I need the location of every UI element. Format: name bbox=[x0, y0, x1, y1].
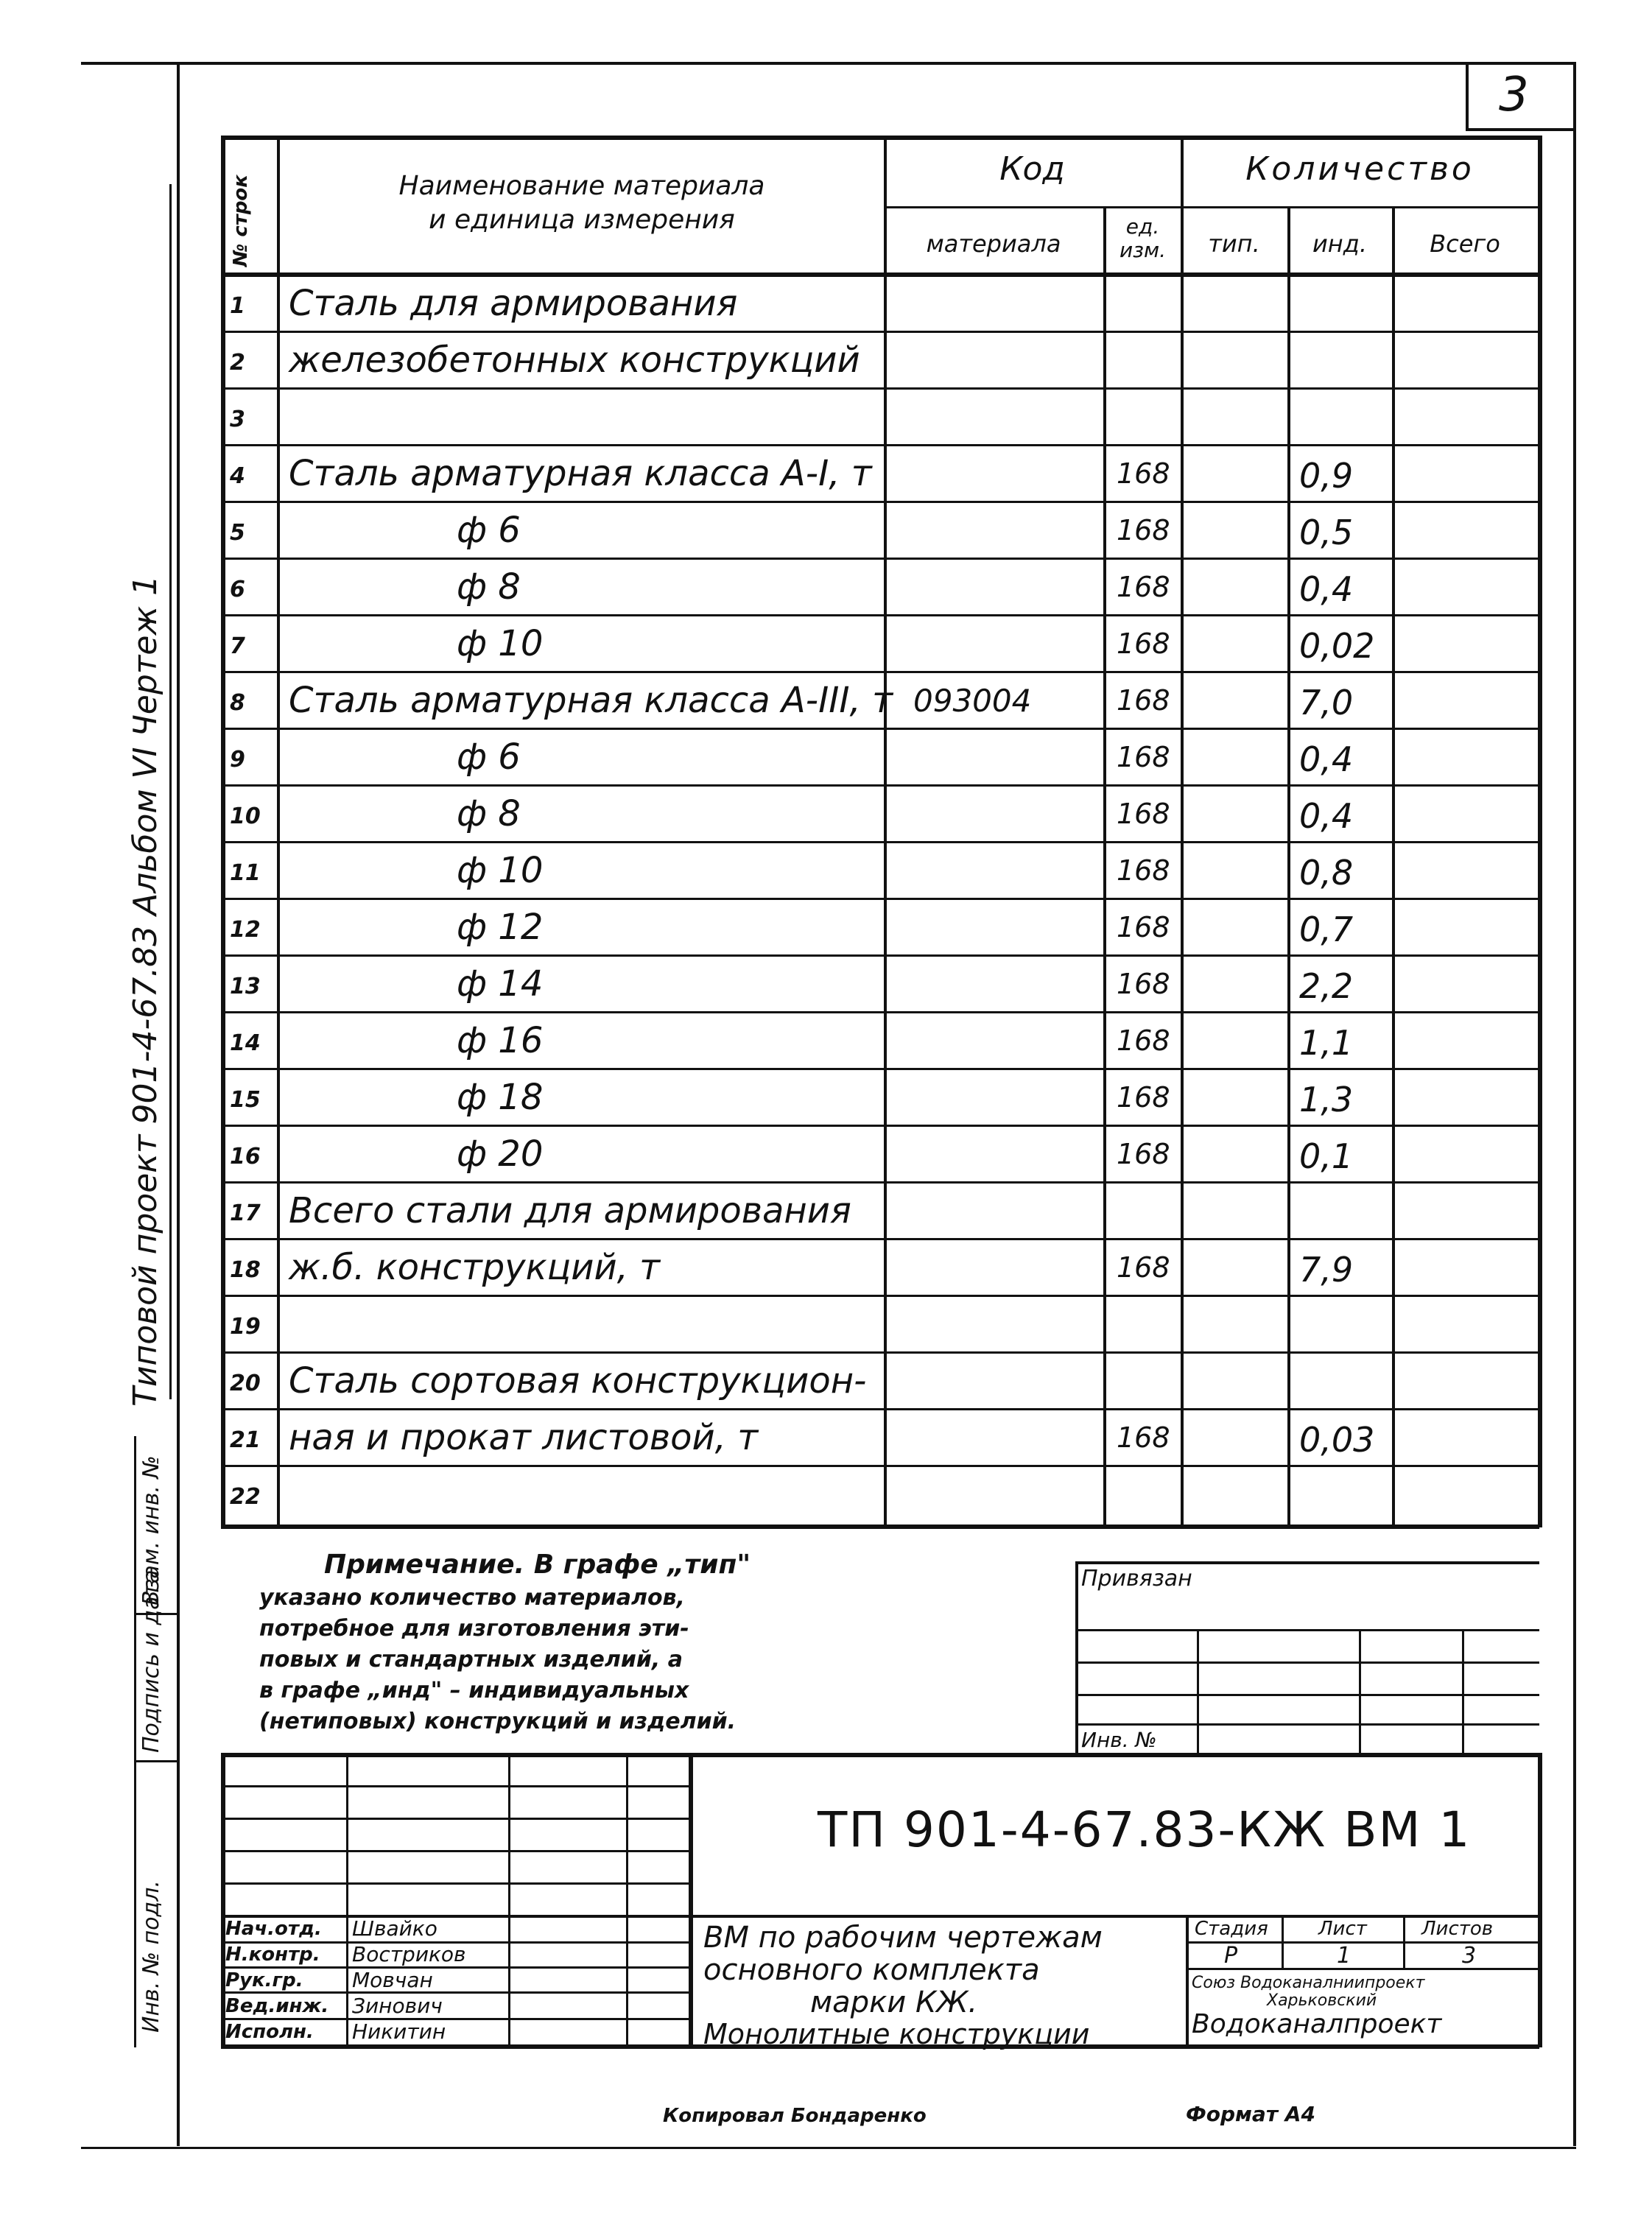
left-stamp-divider-2 bbox=[134, 1760, 178, 1762]
qty-ind: 0,8 bbox=[1299, 853, 1354, 893]
row-number: 9 bbox=[230, 747, 245, 773]
note-line-5: в графе „инд" – индивидуальных bbox=[259, 1678, 689, 1703]
table-bottom-line bbox=[221, 1525, 1539, 1529]
privyazan-col-1 bbox=[1197, 1629, 1199, 1754]
privyazan-col-2 bbox=[1359, 1629, 1361, 1754]
row-number: 10 bbox=[230, 803, 261, 829]
note-line-2: указано количество материалов, bbox=[259, 1585, 685, 1611]
table-top-line bbox=[221, 136, 1539, 140]
sheet-number: 3 bbox=[1499, 68, 1529, 122]
row-divider bbox=[221, 954, 1539, 957]
signer-role: Исполн. bbox=[225, 2021, 314, 2043]
row-divider bbox=[221, 1465, 1539, 1467]
tb-col-sign bbox=[626, 1753, 628, 2047]
tb-row-1 bbox=[221, 1785, 689, 1787]
unit-code: 168 bbox=[1117, 627, 1170, 660]
row-divider bbox=[221, 501, 1539, 503]
header-qty: Количество bbox=[1245, 150, 1475, 188]
row-divider bbox=[221, 784, 1539, 787]
note-line-1: Примечание. В графе „тип" bbox=[324, 1550, 751, 1580]
material-name: Сталь сортовая конструкцион- bbox=[289, 1360, 867, 1402]
material-name: Всего стали для армирования bbox=[289, 1190, 851, 1231]
privyazan-line-2 bbox=[1075, 1661, 1539, 1664]
qty-ind: 0,9 bbox=[1299, 456, 1354, 496]
unit-code: 168 bbox=[1117, 1024, 1170, 1057]
unit-code: 168 bbox=[1117, 1081, 1170, 1114]
unit-code: 168 bbox=[1117, 684, 1170, 717]
tb-row-8 bbox=[221, 1991, 689, 1994]
row-divider bbox=[221, 558, 1539, 560]
tb-col-name bbox=[508, 1753, 510, 2047]
header-name-1: Наименование материала bbox=[398, 171, 765, 201]
row-divider bbox=[221, 728, 1539, 730]
signer-role: Вед.инж. bbox=[225, 1995, 329, 2017]
unit-code: 168 bbox=[1117, 798, 1170, 830]
qty-ind: 0,1 bbox=[1299, 1136, 1354, 1176]
left-stamp-vzam: Взам. инв. № bbox=[138, 1455, 164, 1606]
header-code-material: материала bbox=[926, 230, 1061, 258]
footer-format: Формат А4 bbox=[1186, 2102, 1315, 2126]
header-rownum: № строк bbox=[230, 175, 252, 267]
table-right-line bbox=[1538, 136, 1542, 1527]
row-number: 6 bbox=[230, 577, 245, 602]
material-name: ф 10 bbox=[457, 623, 544, 664]
row-divider bbox=[221, 1238, 1539, 1240]
qty-ind: 0,7 bbox=[1299, 910, 1354, 949]
tb-row-7 bbox=[221, 1966, 689, 1969]
row-number: 14 bbox=[230, 1030, 261, 1056]
row-number: 2 bbox=[230, 350, 245, 376]
stage-label: Стадия bbox=[1195, 1918, 1268, 1940]
unit-code: 168 bbox=[1117, 741, 1170, 773]
org-line-2: Харьковский bbox=[1267, 1991, 1377, 2010]
left-stamp-inner-line bbox=[134, 1436, 136, 2047]
unit-code: 168 bbox=[1117, 1421, 1170, 1454]
material-name: ф 10 bbox=[457, 850, 544, 891]
signer-name: Швайко bbox=[352, 1916, 437, 1941]
tb-stage-left bbox=[1186, 1915, 1189, 2046]
qty-ind: 0,02 bbox=[1299, 626, 1375, 666]
qty-ind: 0,5 bbox=[1299, 513, 1354, 552]
col-line-ind bbox=[1392, 206, 1395, 1527]
col-line-unit bbox=[1181, 136, 1184, 1527]
unit-code: 168 bbox=[1117, 514, 1170, 546]
doc-title-2: основного комплекта bbox=[703, 1953, 1040, 1987]
header-qty-ind: инд. bbox=[1312, 230, 1367, 258]
material-name: ф 6 bbox=[457, 736, 521, 778]
stage-value: Р bbox=[1224, 1943, 1238, 1969]
material-name: Сталь для армирования bbox=[289, 283, 738, 324]
material-name: ф 8 bbox=[457, 793, 521, 834]
qty-ind: 0,03 bbox=[1299, 1420, 1375, 1460]
header-code-unit: ед. изм. bbox=[1119, 214, 1167, 262]
row-number: 18 bbox=[230, 1257, 261, 1283]
footer-copied-by: Копировал Бондаренко bbox=[663, 2105, 927, 2127]
frame-right-line bbox=[1573, 62, 1576, 2146]
title-block-top bbox=[221, 1753, 1539, 1757]
header-code: Код bbox=[999, 150, 1065, 188]
material-name: Сталь арматурная класса А-I, т bbox=[289, 453, 872, 494]
stage-col-1 bbox=[1282, 1915, 1284, 1968]
privyazan-line-4 bbox=[1075, 1723, 1539, 1726]
sheet-number-box-bottom bbox=[1466, 128, 1576, 131]
privyazan-line-1 bbox=[1075, 1629, 1539, 1631]
header-mid-line bbox=[884, 206, 1539, 208]
row-number: 15 bbox=[230, 1087, 261, 1113]
qty-ind: 0,4 bbox=[1299, 796, 1354, 836]
row-divider bbox=[221, 444, 1539, 446]
sheet-value: 1 bbox=[1337, 1943, 1352, 1969]
tb-row-9 bbox=[221, 2018, 689, 2020]
sheets-value: 3 bbox=[1462, 1943, 1477, 1969]
col-line-name bbox=[884, 136, 887, 1527]
sheet-label: Лист bbox=[1318, 1918, 1367, 1940]
table-left-line bbox=[221, 136, 225, 1527]
org-line-3: Водоканалпроект bbox=[1192, 2009, 1442, 2039]
unit-code: 168 bbox=[1117, 911, 1170, 943]
material-name: Сталь арматурная класса А-III, т bbox=[289, 680, 893, 721]
row-divider bbox=[221, 331, 1539, 333]
title-block-right bbox=[1538, 1753, 1542, 2047]
frame-left-line bbox=[177, 62, 180, 2146]
row-number: 4 bbox=[230, 463, 245, 489]
left-stamp-podpis: Подпись и дата bbox=[138, 1569, 164, 1753]
material-name: ф 20 bbox=[457, 1133, 544, 1175]
row-number: 11 bbox=[230, 860, 261, 886]
row-divider bbox=[221, 614, 1539, 616]
row-number: 3 bbox=[230, 407, 245, 432]
unit-code: 168 bbox=[1117, 1251, 1170, 1284]
frame-bottom-line bbox=[81, 2147, 1576, 2149]
tb-row-4 bbox=[221, 1882, 689, 1885]
material-name: ная и прокат листовой, т bbox=[289, 1417, 759, 1458]
unit-code: 168 bbox=[1117, 457, 1170, 490]
row-number: 8 bbox=[230, 690, 245, 716]
qty-ind: 7,9 bbox=[1299, 1250, 1354, 1290]
qty-ind: 7,0 bbox=[1299, 683, 1354, 722]
row-number: 22 bbox=[230, 1484, 261, 1510]
header-qty-typ: тип. bbox=[1208, 230, 1260, 258]
tb-row-2 bbox=[221, 1818, 689, 1820]
org-line-1: Союз Водоканалниипроект bbox=[1192, 1974, 1425, 1992]
qty-ind: 1,1 bbox=[1299, 1023, 1354, 1063]
signer-role: Н.контр. bbox=[225, 1944, 320, 1966]
doc-title-4: Монолитные конструкции bbox=[703, 2018, 1090, 2050]
note-line-6: (нетиповых) конструкций и изделий. bbox=[259, 1709, 737, 1734]
qty-ind: 0,4 bbox=[1299, 739, 1354, 779]
signer-name: Востриков bbox=[352, 1942, 466, 1966]
table-header-bottom-line bbox=[221, 272, 1539, 277]
stage-value-line bbox=[1186, 1968, 1539, 1970]
row-divider bbox=[221, 1351, 1539, 1354]
header-name-2: и единица измерения bbox=[429, 205, 735, 235]
privyazan-col-3 bbox=[1462, 1629, 1464, 1754]
material-name: железобетонных конструкций bbox=[289, 340, 860, 381]
material-name: ф 16 bbox=[457, 1020, 544, 1061]
stage-header-line bbox=[1186, 1941, 1539, 1944]
row-number: 12 bbox=[230, 917, 261, 943]
qty-ind: 2,2 bbox=[1299, 966, 1354, 1006]
privyazan-inv-label: Инв. № bbox=[1081, 1728, 1157, 1752]
row-divider bbox=[221, 1408, 1539, 1410]
row-divider bbox=[221, 671, 1539, 673]
signer-role: Рук.гр. bbox=[225, 1969, 303, 1991]
row-number: 5 bbox=[230, 520, 245, 546]
tb-col-role bbox=[346, 1753, 348, 2047]
unit-code: 168 bbox=[1117, 968, 1170, 1000]
material-name: ф 18 bbox=[457, 1077, 544, 1118]
row-number: 17 bbox=[230, 1200, 261, 1226]
row-divider bbox=[221, 1181, 1539, 1184]
privyazan-label: Привязан bbox=[1081, 1566, 1192, 1592]
col-line-typ bbox=[1287, 206, 1290, 1527]
sheets-label: Листов bbox=[1421, 1918, 1494, 1940]
row-number: 20 bbox=[230, 1371, 261, 1396]
privyazan-line-3 bbox=[1075, 1694, 1539, 1696]
tb-col-main bbox=[689, 1753, 693, 2047]
stage-col-2 bbox=[1403, 1915, 1405, 1968]
left-binding-line bbox=[169, 184, 172, 1399]
material-name: ф 8 bbox=[457, 566, 521, 608]
row-divider bbox=[221, 898, 1539, 900]
signer-name: Зинович bbox=[352, 1994, 443, 2018]
doc-title-1: ВМ по рабочим чертежам bbox=[703, 1921, 1103, 1955]
row-divider bbox=[221, 387, 1539, 390]
material-name: ф 14 bbox=[457, 963, 544, 1005]
row-divider bbox=[221, 1068, 1539, 1070]
tb-row-3 bbox=[221, 1850, 689, 1852]
doc-title-3: марки КЖ. bbox=[810, 1986, 978, 2019]
sheet-number-box-left bbox=[1466, 62, 1469, 130]
signer-role: Нач.отд. bbox=[225, 1918, 322, 1940]
header-qty-total: Всего bbox=[1430, 230, 1500, 258]
designation: ТП 901-4-67.83-КЖ ВМ 1 bbox=[818, 1801, 1472, 1858]
row-divider bbox=[221, 1295, 1539, 1297]
frame-top-line bbox=[81, 62, 1576, 65]
row-number: 7 bbox=[230, 633, 245, 659]
project-vertical-label: Типовой проект 901-4-67.83 Альбом VI Чертеж 1 bbox=[127, 574, 164, 1407]
privyazan-top bbox=[1075, 1561, 1539, 1564]
row-number: 13 bbox=[230, 974, 261, 999]
row-divider bbox=[221, 1011, 1539, 1013]
row-divider bbox=[221, 841, 1539, 843]
row-number: 19 bbox=[230, 1314, 261, 1340]
material-name: ф 12 bbox=[457, 907, 544, 948]
col-line-code bbox=[1103, 206, 1106, 1527]
col-line-rownum bbox=[277, 136, 280, 1527]
note-line-3: потребное для изготовления эти- bbox=[259, 1616, 689, 1642]
signer-name: Никитин bbox=[352, 2019, 446, 2044]
unit-code: 168 bbox=[1117, 571, 1170, 603]
material-code: 093004 bbox=[913, 683, 1032, 719]
unit-code: 168 bbox=[1117, 1138, 1170, 1170]
qty-ind: 0,4 bbox=[1299, 569, 1354, 609]
qty-ind: 1,3 bbox=[1299, 1080, 1354, 1119]
left-stamp-inv-podl: Инв. № подл. bbox=[138, 1880, 164, 2033]
signer-name: Мовчан bbox=[352, 1968, 433, 1992]
note-line-4: повых и стандартных изделий, а bbox=[259, 1647, 683, 1673]
row-divider bbox=[221, 1125, 1539, 1127]
material-name: ж.б. конструкций, т bbox=[289, 1247, 661, 1288]
row-number: 16 bbox=[230, 1144, 261, 1170]
row-number: 1 bbox=[230, 293, 245, 319]
unit-code: 168 bbox=[1117, 854, 1170, 887]
row-number: 21 bbox=[230, 1427, 261, 1453]
material-name: ф 6 bbox=[457, 510, 521, 551]
